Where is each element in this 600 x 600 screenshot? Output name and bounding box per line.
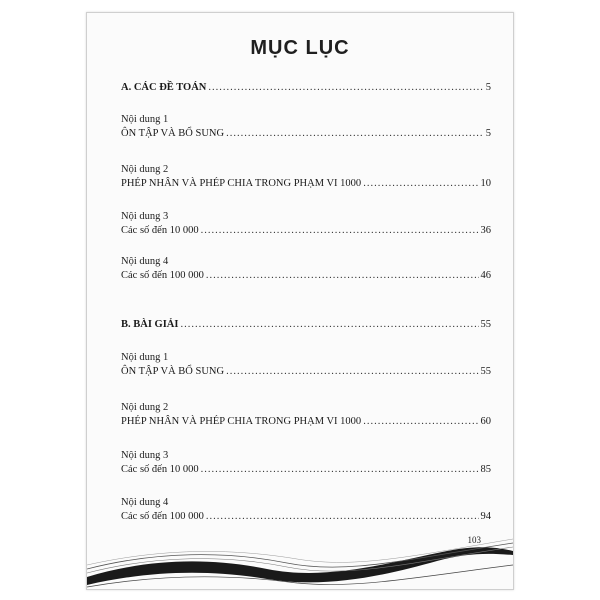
toc-entry (121, 351, 491, 379)
dot-leader (363, 415, 478, 429)
toc-section-label: B. BÀI GIẢI (121, 319, 179, 330)
toc-entry-text: ÔN TẬP VÀ BỔ SUNG (121, 366, 225, 377)
dot-leader (201, 463, 479, 477)
dot-leader (208, 81, 483, 95)
dot-leader (226, 127, 484, 141)
toc-page-number: 46 (480, 270, 491, 281)
toc-entry-text: ÔN TẬP VÀ BỔ SUNG (121, 128, 225, 139)
toc-section-a (121, 81, 491, 95)
dot-leader (363, 177, 478, 191)
toc-page-number: 85 (480, 464, 491, 475)
toc-entry-heading: Nội dung 2 (121, 164, 169, 175)
dot-leader (180, 318, 478, 332)
toc-entry-heading: Nội dung 1 (121, 114, 169, 125)
toc-page-number: 60 (480, 416, 491, 427)
toc-entry (121, 113, 491, 141)
toc-entry (121, 449, 491, 477)
toc-entry (121, 163, 491, 191)
toc-entry-heading: Nội dung 2 (121, 402, 169, 413)
toc-entry (121, 496, 491, 524)
toc-page-number: 36 (480, 225, 491, 236)
toc-entry-heading: Nội dung 3 (121, 211, 169, 222)
toc-entry-text: Các số đến 100 000 (121, 270, 204, 281)
page-number: 103 (467, 535, 481, 545)
toc-page-number: 5 (485, 82, 491, 93)
toc-page-number: 94 (480, 511, 491, 522)
toc-entry-heading: Nội dung 3 (121, 450, 169, 461)
decorative-wave-icon (87, 529, 513, 589)
toc-section-label: A. CÁC ĐỀ TOÁN (121, 82, 207, 93)
toc-entry-heading: Nội dung 1 (121, 352, 169, 363)
toc-entry (121, 401, 491, 429)
toc-section-b (121, 318, 491, 332)
dot-leader (226, 365, 478, 379)
dot-leader (206, 269, 479, 283)
book-page (86, 12, 514, 590)
toc-page-number: 10 (480, 178, 491, 189)
toc-entry-text: Các số đến 10 000 (121, 225, 199, 236)
page-title: MỤC LỤC (250, 37, 350, 59)
dot-leader (206, 510, 479, 524)
toc-entry-text: Các số đến 10 000 (121, 464, 199, 475)
toc-page-number: 55 (480, 366, 491, 377)
toc-page-number: 55 (480, 319, 491, 330)
toc-entry (121, 210, 491, 238)
toc-entry-heading: Nội dung 4 (121, 256, 169, 267)
dot-leader (201, 224, 479, 238)
toc-entry-text: Các số đến 100 000 (121, 511, 204, 522)
toc-entry-heading: Nội dung 4 (121, 497, 169, 508)
toc-entry-text: PHÉP NHÂN VÀ PHÉP CHIA TRONG PHẠM VI 1000 (121, 416, 362, 427)
toc-entry (121, 255, 491, 283)
toc-entry-text: PHÉP NHÂN VÀ PHÉP CHIA TRONG PHẠM VI 1000 (121, 178, 362, 189)
toc-page-number: 5 (485, 128, 491, 139)
